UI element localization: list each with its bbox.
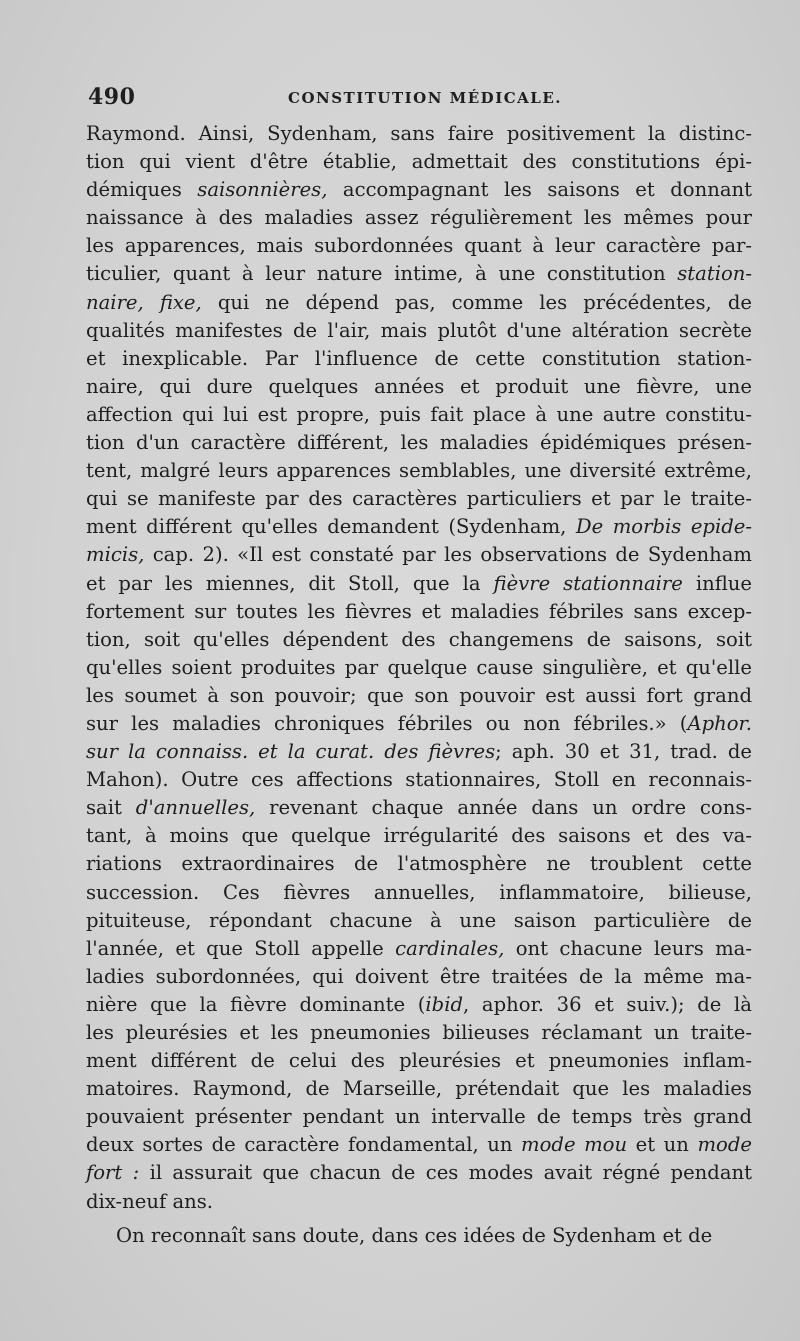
italic-text: station-: [677, 262, 752, 286]
text-line: nière que la fièvre dominante (ibid, aphor. 36 et suiv.); de là: [86, 992, 752, 1016]
text-line: et inexplicable. Par l'influence de cette constitution station-: [86, 346, 752, 370]
italic-text: fort :: [86, 1161, 140, 1185]
italic-text: d'annuelles,: [135, 796, 256, 820]
italic-text: Aphor.: [687, 711, 752, 735]
text-line: Mahon). Outre ces affections stationnaires, Stoll en reconnais-: [86, 768, 752, 792]
text-line: ladies subordonnées, qui doivent être traitées de la même ma-: [86, 964, 752, 988]
italic-text: fièvre stationnaire: [493, 571, 683, 595]
text-line: micis, cap. 2). «Il est constaté par les observations de Sydenham: [86, 543, 752, 567]
text-line: les soumet à son pouvoir; que son pouvoir est aussi fort grand: [86, 683, 752, 707]
text-line: affection qui lui est propre, puis fait place à une autre constitu-: [86, 402, 752, 426]
text-line: qualités manifestes de l'air, mais plutôt d'une altération secrète: [86, 318, 752, 342]
text-line: naire, qui dure quelques années et produit une fièvre, une: [86, 374, 752, 398]
text-line: les apparences, mais subordonnées quant à leur caractère par-: [86, 234, 752, 258]
italic-text: micis,: [86, 543, 145, 567]
body-paragraphs: [86, 120, 752, 1250]
text-line: tent, malgré leurs apparences semblables, une diversité extrême,: [86, 459, 752, 483]
page-header: [88, 84, 748, 114]
text-line: qu'elles soient produites par quelque cause singulière, et qu'elle: [86, 655, 752, 679]
text-line: ment différent qu'elles demandent (Sydenham, De morbis epide-: [86, 515, 752, 539]
text-line: sait d'annuelles, revenant chaque année dans un ordre cons-: [86, 796, 752, 820]
text-line: et par les miennes, dit Stoll, que la fièvre stationnaire influe: [86, 571, 752, 595]
italic-text: saisonnières,: [197, 178, 328, 202]
text-line: pouvaient présenter pendant un intervalle de temps très grand: [86, 1105, 752, 1129]
text-line: l'année, et que Stoll appelle cardinales, ont chacune leurs ma-: [86, 936, 752, 960]
text-line: riations extraordinaires de l'atmosphère ne troublent cette: [86, 852, 752, 876]
italic-text: mode: [697, 1133, 752, 1157]
text-line: tion qui vient d'être établie, admettait des constitutions épi-: [86, 150, 752, 174]
text-line: succession. Ces fièvres annuelles, inflammatoire, bilieuse,: [86, 880, 752, 904]
italic-text: cardinales,: [395, 936, 505, 960]
running-head: CONSTITUTION MÉDICALE.: [288, 89, 562, 107]
text-line: On reconnaît sans doute, dans ces idées de Sydenham et de: [116, 1223, 713, 1247]
text-line: sur les maladies chroniques fébriles ou non fébriles.» (Aphor.: [86, 711, 752, 735]
italic-text: mode mou: [521, 1133, 628, 1157]
text-line: naire, fixe, qui ne dépend pas, comme les précédentes, de: [86, 290, 752, 314]
text-line: qui se manifeste par des caractères particuliers et par le traite-: [86, 487, 752, 511]
text-line: ment différent de celui des pleurésies et pneumonies inflam-: [86, 1049, 752, 1073]
page-number: 490: [88, 84, 136, 110]
text-line: tion, soit qu'elles dépendent des changemens de saisons, soit: [86, 627, 752, 651]
text-line: les pleurésies et les pneumonies bilieuses réclamant un traite-: [86, 1021, 752, 1044]
text-line: sur la connaiss. et la curat. des fièvres; aph. 30 et 31, trad. de: [86, 740, 752, 764]
italic-text: sur la connaiss. et la curat. des fièvres: [86, 740, 496, 764]
text-line: deux sortes de caractère fondamental, un mode mou et un mode: [86, 1133, 752, 1157]
italic-text: De morbis epide-: [575, 515, 752, 539]
text-line: dix-neuf ans.: [86, 1189, 214, 1213]
text-line: démiques saisonnières, accompagnant les saisons et donnant: [86, 178, 752, 202]
text-line: ticulier, quant à leur nature intime, à une constitution station-: [86, 262, 752, 286]
italic-text: ibid: [425, 992, 464, 1016]
text-line: naissance à des maladies assez régulièrement les mêmes pour: [86, 206, 752, 230]
text-line: Raymond. Ainsi, Sydenham, sans faire positivement la distinc-: [86, 122, 752, 145]
text-line: tion d'un caractère différent, les maladies épidémiques présen-: [86, 431, 752, 455]
text-line: matoires. Raymond, de Marseille, prétendait que les maladies: [86, 1077, 752, 1101]
text-line: tant, à moins que quelque irrégularité des saisons et des va-: [86, 824, 752, 848]
text-line: fort : il assurait que chacun de ces modes avait régné pendant: [86, 1161, 753, 1185]
text-line: pituiteuse, répondant chacune à une saison particulière de: [86, 908, 752, 932]
italic-text: naire, fixe,: [86, 290, 202, 314]
text-line: fortement sur toutes les fièvres et maladies fébriles sans excep-: [86, 599, 752, 623]
